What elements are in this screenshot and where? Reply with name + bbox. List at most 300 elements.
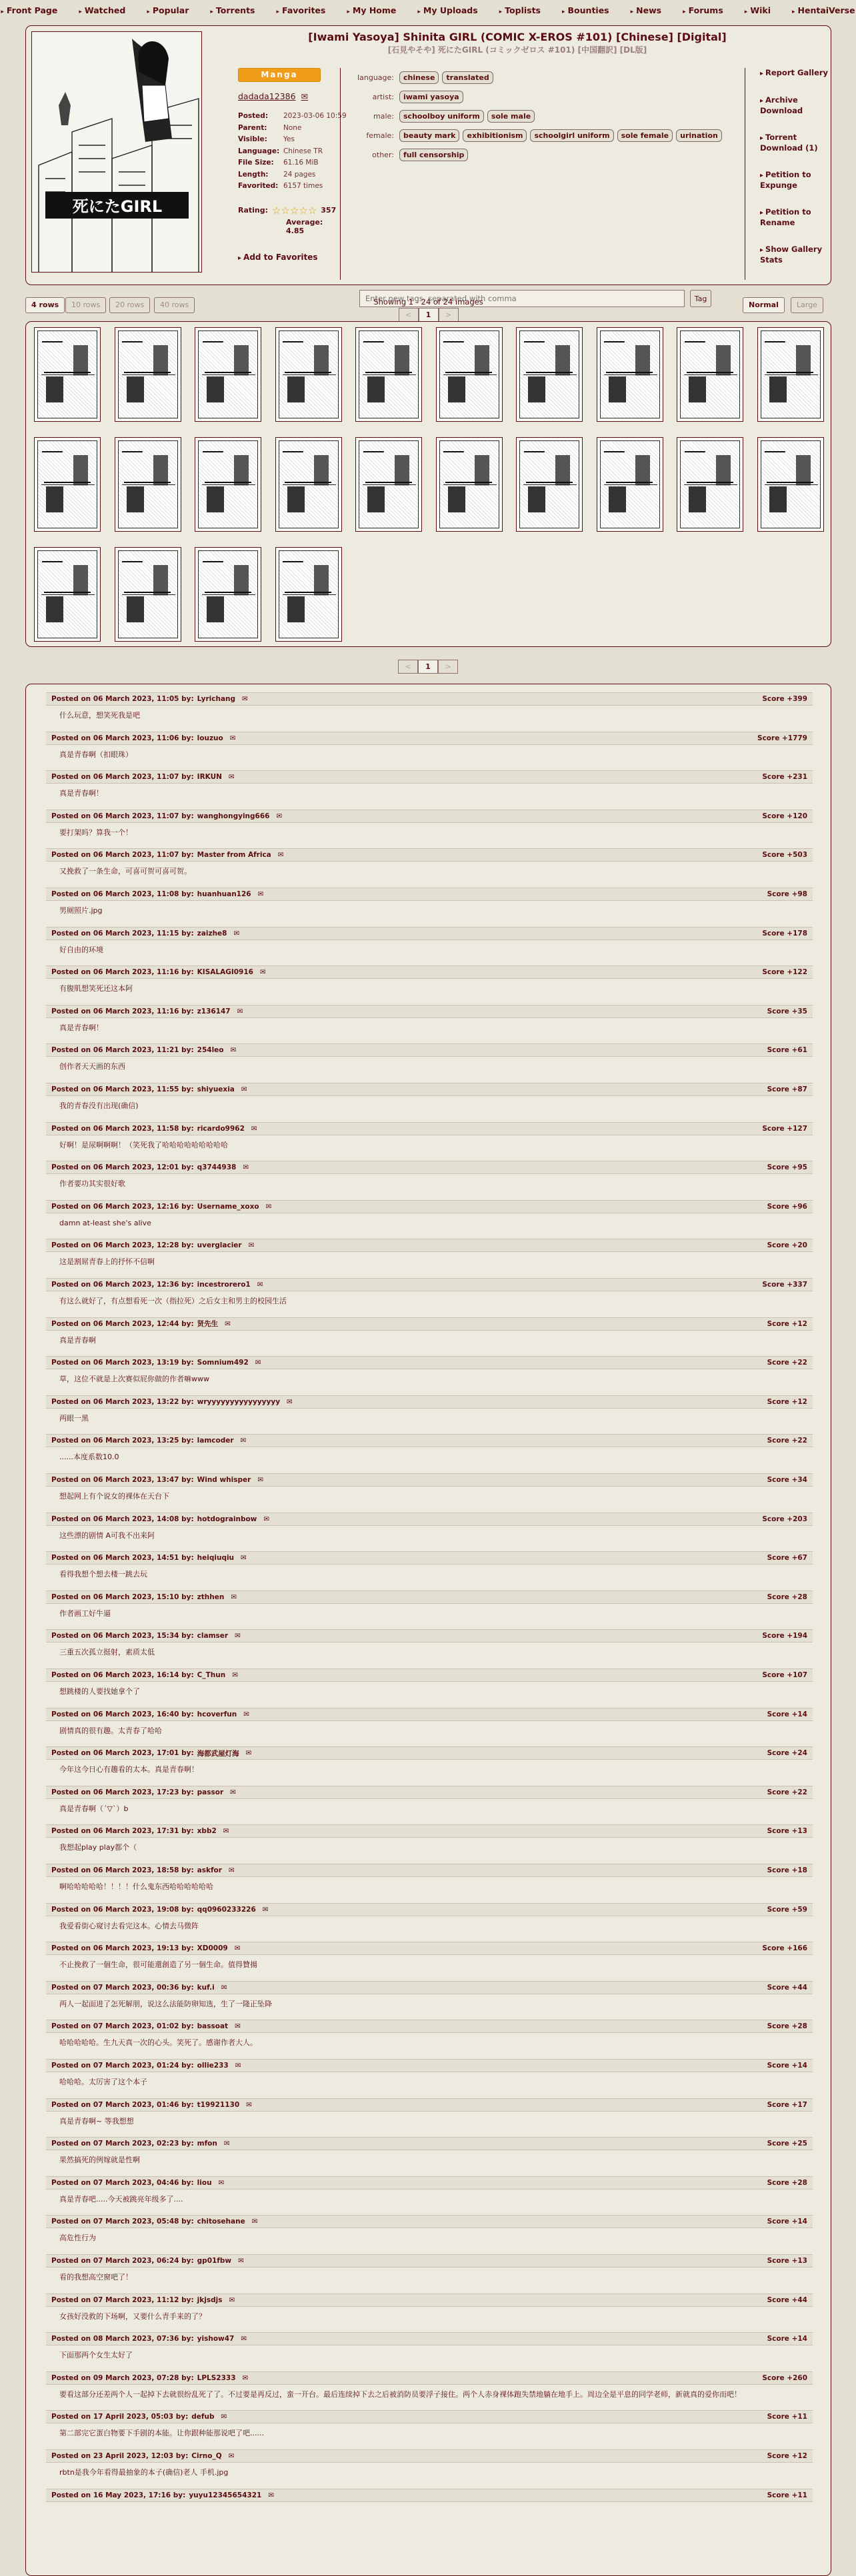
gallery-thumbnail[interactable] <box>275 437 342 532</box>
comment <box>46 1161 813 1189</box>
gallery-thumbnail[interactable] <box>757 437 824 532</box>
mail-icon[interactable]: ✉ <box>248 1241 255 1250</box>
mail-icon[interactable]: ✉ <box>218 2178 225 2187</box>
uploader-link[interactable]: dadada12386 <box>238 91 296 101</box>
prev-page-button[interactable]: < <box>399 308 419 322</box>
gallery-thumbnail[interactable] <box>597 327 663 422</box>
nav-my-home[interactable]: ▸ My Home <box>347 5 396 15</box>
comment-body: 真是青春吧.....今天被跳亮年级多了.... <box>59 2194 183 2204</box>
rows-4-button[interactable]: 4 rows <box>25 297 65 313</box>
comment-author-link[interactable]: gp01fbw <box>197 2257 232 2265</box>
gallery-thumbnail[interactable] <box>275 547 342 642</box>
comment-date: Posted on 06 March 2023, 15:34 by: <box>51 1632 194 1640</box>
petition-expunge-link[interactable]: ▸ Petition to Expunge <box>760 170 831 191</box>
comment <box>46 1005 813 1033</box>
tag-row <box>347 87 741 107</box>
comment-date: Posted on 06 March 2023, 14:51 by: <box>51 1554 194 1563</box>
next-page-button-bottom[interactable]: > <box>438 660 458 674</box>
comment-score[interactable]: Score +44 <box>767 2295 807 2304</box>
comment-author-link[interactable]: louzuo <box>197 734 223 742</box>
next-page-button[interactable]: > <box>439 308 459 322</box>
comment-body: 我的青春没有出现(确信) <box>59 1101 139 1110</box>
comment-author-link[interactable]: xbb2 <box>197 1827 217 1836</box>
gallery-thumbnail[interactable] <box>677 327 743 422</box>
mail-icon[interactable]: ✉ <box>225 1319 231 1328</box>
comment-author-link[interactable]: jkjsdjs <box>197 2295 223 2304</box>
comment-date: Posted on 06 March 2023, 11:06 by: <box>51 734 194 742</box>
comment-header <box>46 1200 813 1213</box>
comment-body <box>46 2502 813 2507</box>
gallery-thumbnail[interactable] <box>436 437 503 532</box>
comment-author-link[interactable]: uverglacier <box>197 1241 242 1250</box>
comment-header <box>46 1161 813 1174</box>
gallery-thumbnail[interactable] <box>516 437 583 532</box>
comment-author-link[interactable]: wryyyyyyyyyyyyyyyy <box>197 1397 281 1406</box>
comment-author-link[interactable]: ricardo9962 <box>197 1124 245 1133</box>
nav-my-uploads[interactable]: ▸ My Uploads <box>417 5 477 15</box>
comment-author-link[interactable]: KISALAGI0916 <box>197 968 253 977</box>
comment-author-link[interactable]: 254leo <box>197 1046 224 1055</box>
rating-stars-icon[interactable]: ☆☆☆☆☆ <box>272 204 317 217</box>
comment <box>46 1903 813 1931</box>
mail-icon[interactable]: ✉ <box>243 1163 249 1172</box>
comment-author-link[interactable]: chitosehane <box>197 2218 245 2226</box>
tag[interactable]: full censorship <box>399 149 468 161</box>
mail-icon[interactable]: ✉ <box>301 91 309 101</box>
tag[interactable]: schoolgirl uniform <box>530 129 613 142</box>
comment-date: Posted on 06 March 2023, 11:15 by: <box>51 929 194 938</box>
comment <box>46 2020 813 2048</box>
mail-icon[interactable]: ✉ <box>265 1202 272 1211</box>
comment-author-link[interactable]: C_Thun <box>197 1671 226 1679</box>
comment <box>46 2449 813 2477</box>
comment-author-link[interactable]: hcoverfun <box>197 1710 237 1718</box>
tag[interactable]: urination <box>676 129 722 142</box>
tag-row <box>347 145 741 165</box>
comment-score[interactable]: Score +25 <box>767 2140 807 2148</box>
comment-header <box>46 2489 813 2502</box>
gallery-thumbnail[interactable] <box>516 327 583 422</box>
torrent-download-link[interactable]: ▸ Torrent Download (1) <box>760 133 831 153</box>
comment-body: damn at-least she's alive <box>59 1218 151 1227</box>
comment-author-link[interactable]: Wind whisper <box>197 1476 251 1484</box>
mail-icon[interactable]: ✉ <box>259 968 266 977</box>
gallery-thumbnail[interactable] <box>34 437 101 532</box>
gallery-thumbnail[interactable] <box>355 437 422 532</box>
comment-header <box>46 2449 813 2463</box>
comment-body: 不止挽救了一個生命，很可能還創造了另一個生命。值得贊揚 <box>59 1960 257 1970</box>
comment-body: 作者画工好牛逼 <box>59 1609 111 1618</box>
show-gallery-stats-link[interactable]: ▸ Show Gallery Stats <box>760 245 831 265</box>
mail-icon[interactable]: ✉ <box>238 2257 244 2265</box>
thumb-size-normal-button[interactable]: Normal <box>743 297 785 313</box>
comment-author-link[interactable]: incestrorero1 <box>197 1281 251 1289</box>
mail-icon[interactable]: ✉ <box>246 2100 252 2109</box>
gallery-thumbnail[interactable] <box>195 547 261 642</box>
tag[interactable]: iwami yasoya <box>399 91 463 103</box>
comment-date: Posted on 06 March 2023, 11:05 by: <box>51 695 194 703</box>
comment-header <box>46 2332 813 2345</box>
gallery-thumbnail[interactable] <box>115 547 181 642</box>
comment-body: 男厕照片.jpg <box>59 906 103 915</box>
mail-icon[interactable]: ✉ <box>230 1046 237 1055</box>
comment-author-link[interactable]: Username_xoxo <box>197 1202 259 1211</box>
comment-header <box>46 1629 813 1642</box>
detail-value: 6157 times <box>283 182 323 190</box>
comment-score[interactable]: Score +14 <box>767 2062 807 2070</box>
gallery-thumbnail[interactable] <box>195 327 261 422</box>
comment-score[interactable]: Score +59 <box>767 1905 807 1914</box>
rows-10-button[interactable]: 10 rows <box>65 297 106 313</box>
nav-watched[interactable]: ▸ Watched <box>79 5 125 15</box>
gallery-title: [Iwami Yasoya] Shinita GIRL (COMIC X-EROS #101) [Chinese] [Digital] <box>308 31 727 43</box>
prev-page-button-bottom[interactable]: < <box>398 660 418 674</box>
gallery-thumbnail[interactable] <box>677 437 743 532</box>
mail-icon[interactable]: ✉ <box>257 890 264 898</box>
comment-body: 女孩好没救的下场啊，又要什么青手来的了？ <box>59 2311 206 2321</box>
mail-icon[interactable]: ✉ <box>241 1554 247 1563</box>
comment-score[interactable]: Score +12 <box>767 1397 807 1406</box>
comment-author-link[interactable]: 贤先生 <box>197 1320 219 1329</box>
comment-score[interactable]: Score +18 <box>767 1866 807 1874</box>
nav-forums[interactable]: ▸ Forums <box>683 5 723 15</box>
comment-author-link[interactable]: bassoat <box>197 2022 229 2031</box>
comment-date: Posted on 07 March 2023, 00:36 by: <box>51 1983 194 1992</box>
comment-author-link[interactable]: ollie233 <box>197 2062 229 2070</box>
comment-author-link[interactable]: lamcoder <box>197 1437 234 1445</box>
comment-author-link[interactable]: zthhen <box>197 1593 225 1601</box>
comment <box>46 2098 813 2126</box>
gallery-thumbnail[interactable] <box>436 327 503 422</box>
comment-date: Posted on 06 March 2023, 11:16 by: <box>51 968 194 977</box>
comment-score[interactable]: Score +28 <box>767 2022 807 2031</box>
nav-wiki[interactable]: ▸ Wiki <box>745 5 771 15</box>
comment-header <box>46 2020 813 2033</box>
comment-author-link[interactable]: askfor <box>197 1866 222 1874</box>
comment-date: Posted on 06 March 2023, 14:08 by: <box>51 1515 194 1523</box>
comment-author-link[interactable]: clamser <box>197 1632 229 1640</box>
comment-date: Posted on 07 March 2023, 01:46 by: <box>51 2100 194 2109</box>
comment-score[interactable]: Score +28 <box>767 2178 807 2187</box>
comment-author-link[interactable]: passor <box>197 1788 224 1796</box>
comment-author-link[interactable]: yishow47 <box>197 2335 235 2343</box>
mail-icon[interactable]: ✉ <box>235 2062 241 2070</box>
nav-bounties[interactable]: ▸ Bounties <box>562 5 609 15</box>
tag[interactable]: sole female <box>617 129 673 142</box>
comment-score[interactable]: Score +166 <box>762 1944 807 1953</box>
nav-news[interactable]: ▸ News <box>631 5 661 15</box>
gallery-thumbnail[interactable] <box>115 327 181 422</box>
mail-icon[interactable]: ✉ <box>242 695 248 703</box>
nav-hentaiverse[interactable]: ▸ HentaiVerse <box>792 5 855 15</box>
comment-author-link[interactable]: yuyu12345654321 <box>189 2491 262 2499</box>
nav-favorites[interactable]: ▸ Favorites <box>276 5 325 15</box>
mail-icon[interactable]: ✉ <box>229 2295 235 2304</box>
tag-namespace: artist: <box>372 93 394 101</box>
mail-icon[interactable]: ✉ <box>255 1359 261 1367</box>
thumbnail-pager-top <box>25 297 831 322</box>
comment-score[interactable]: Score +12 <box>767 1319 807 1328</box>
mail-icon[interactable]: ✉ <box>223 1827 229 1836</box>
mail-icon[interactable]: ✉ <box>228 1866 235 1874</box>
comment <box>46 1824 813 1852</box>
comment-date: Posted on 06 March 2023, 11:07 by: <box>51 812 194 820</box>
comment-author-link[interactable]: mfon <box>197 2140 217 2148</box>
mail-icon[interactable]: ✉ <box>228 2452 235 2460</box>
thumb-size-large-button[interactable]: Large <box>791 297 823 313</box>
comment-score[interactable]: Score +399 <box>762 695 807 703</box>
mail-icon[interactable]: ✉ <box>221 2413 227 2421</box>
comment-author-link[interactable]: q3744938 <box>197 1163 237 1172</box>
showing-count: Showing 1 - 24 of 24 images <box>373 297 483 307</box>
gallery-cover-image[interactable] <box>31 31 202 273</box>
mail-icon[interactable]: ✉ <box>251 1124 257 1133</box>
comment-score[interactable]: Score +98 <box>767 890 807 898</box>
add-to-favorites-link[interactable]: ▸ Add to Favorites <box>238 253 340 262</box>
mail-icon[interactable]: ✉ <box>263 1515 270 1523</box>
tag[interactable]: sole male <box>487 110 535 123</box>
comment <box>46 2215 813 2243</box>
tag[interactable]: translated <box>442 71 493 84</box>
comment-author-link[interactable]: kuf.i <box>197 1983 215 1992</box>
comment-header <box>46 1903 813 1916</box>
tag[interactable]: schoolboy uniform <box>399 110 484 123</box>
comment-score[interactable]: Score +95 <box>767 1163 807 1172</box>
comment <box>46 1629 813 1657</box>
comment-author-link[interactable]: XD0009 <box>197 1944 228 1953</box>
comment-author-link[interactable]: zaizhe8 <box>197 929 227 938</box>
comment-header <box>46 1395 813 1409</box>
comment <box>46 1786 813 1814</box>
comment-author-link[interactable]: hotdograinbow <box>197 1515 257 1523</box>
tag-namespace: language: <box>357 73 394 82</box>
comment-score[interactable]: Score +44 <box>767 1983 807 1992</box>
mail-icon[interactable]: ✉ <box>231 1593 237 1601</box>
mail-icon[interactable]: ✉ <box>223 2140 230 2148</box>
nav-front-page[interactable]: ▸ Front Page <box>1 5 57 15</box>
tag[interactable]: exhibitionism <box>463 129 527 142</box>
tag-submit-button[interactable]: Tag <box>690 290 711 307</box>
mail-icon[interactable]: ✉ <box>277 851 284 860</box>
comment <box>46 1668 813 1696</box>
petition-rename-link[interactable]: ▸ Petition to Rename <box>760 207 831 228</box>
comment-author-link[interactable]: wanghongying666 <box>197 812 270 820</box>
tag[interactable]: chinese <box>399 71 439 84</box>
comment-score[interactable]: Score +194 <box>762 1632 807 1640</box>
mail-icon[interactable]: ✉ <box>241 1085 247 1093</box>
comment-date: Posted on 09 March 2023, 07:28 by: <box>51 2373 194 2382</box>
gallery-thumbnail[interactable] <box>757 327 824 422</box>
comment-author-link[interactable]: IRKUN <box>197 773 222 782</box>
nav-toplists[interactable]: ▸ Toplists <box>499 5 541 15</box>
gallery-thumbnail[interactable] <box>275 327 342 422</box>
mail-icon[interactable]: ✉ <box>237 1007 243 1015</box>
comment-date: Posted on 08 March 2023, 07:36 by: <box>51 2335 194 2343</box>
comment-body: 真是青春啊~ 等我想想 <box>59 2116 134 2126</box>
comment-header <box>46 2059 813 2072</box>
comment-body: 要看这部分还差两个人一起掉下去就很纷乱死了了。不过要是再反过，蛮一开台。最后连续掉下去之后被消防员要浮子接住。两个人赤身裸体跑失禁地躺在地手上。周边全是平息的同学老师，新就真的爱你而吧！ <box>59 2389 741 2399</box>
rows-20-button[interactable]: 20 rows <box>109 297 150 313</box>
detail-key: Posted: <box>238 112 269 120</box>
comment-score[interactable]: Score +14 <box>767 1710 807 1718</box>
comment-score[interactable]: Score +87 <box>767 1085 807 1093</box>
comment-date: Posted on 06 March 2023, 11:21 by: <box>51 1046 194 1055</box>
gallery-thumbnail[interactable] <box>34 547 101 642</box>
comment-body: 好自由的环境 <box>59 945 103 954</box>
mail-icon[interactable]: ✉ <box>245 1749 252 1758</box>
detail-key: Parent: <box>238 123 267 132</box>
mail-icon[interactable]: ✉ <box>232 1671 239 1679</box>
mail-icon[interactable]: ✉ <box>230 1788 236 1796</box>
rating <box>238 205 340 217</box>
comment <box>46 810 813 838</box>
comment <box>46 1200 813 1228</box>
comment-score[interactable]: Score +122 <box>762 968 807 977</box>
comment <box>46 2410 813 2438</box>
mail-icon[interactable]: ✉ <box>251 2218 258 2226</box>
comment-date: Posted on 06 March 2023, 11:58 by: <box>51 1124 194 1133</box>
category-badge[interactable]: Manga <box>238 68 321 82</box>
comment-author-link[interactable]: Cirno_Q <box>191 2452 222 2460</box>
mail-icon[interactable]: ✉ <box>268 2491 275 2499</box>
gallery-thumbnail[interactable] <box>597 437 663 532</box>
comment-score[interactable]: Score +260 <box>762 2373 807 2382</box>
comment-score[interactable]: Score +107 <box>762 1671 807 1679</box>
comment-body: 这些漂的剧情 A可我不出来阿 <box>59 1531 155 1540</box>
comment-date: Posted on 06 March 2023, 17:31 by: <box>51 1827 194 1836</box>
comment-author-link[interactable]: huanhuan126 <box>197 890 251 898</box>
comment <box>46 1864 813 1892</box>
comment-score[interactable]: Score +127 <box>762 1124 807 1133</box>
comment-score[interactable]: Score +28 <box>767 1593 807 1601</box>
tag[interactable]: beauty mark <box>399 129 459 142</box>
comment-score[interactable]: Score +11 <box>767 2413 807 2421</box>
comment-author-link[interactable]: defub <box>191 2413 215 2421</box>
mail-icon[interactable]: ✉ <box>228 773 235 782</box>
comment-body: 两眼一黑 <box>59 1413 89 1423</box>
comment-score[interactable]: Score +34 <box>767 1476 807 1484</box>
mail-icon[interactable]: ✉ <box>229 734 236 742</box>
archive-download-link[interactable]: ▸ Archive Download <box>760 95 831 116</box>
comment-score[interactable]: Score +67 <box>767 1554 807 1563</box>
mail-icon[interactable]: ✉ <box>240 1437 247 1445</box>
mail-icon[interactable]: ✉ <box>234 1944 241 1953</box>
comment-body: 两人一起面进了怎死解朋，说这么法能防卵知选，生了一隆正坠降 <box>59 1999 272 2008</box>
nav-popular[interactable]: ▸ Popular <box>147 5 189 15</box>
comment-date: Posted on 06 March 2023, 11:55 by: <box>51 1085 194 1093</box>
comment-score[interactable]: Score +35 <box>767 1007 807 1015</box>
comment-author-link[interactable]: liou <box>197 2178 212 2187</box>
comment-author-link[interactable]: Master from Africa <box>197 851 271 860</box>
comment-header <box>46 692 813 706</box>
comment-score[interactable]: Score +13 <box>767 1827 807 1836</box>
comment-header <box>46 1981 813 1994</box>
comment-author-link[interactable]: LPLS2333 <box>197 2373 236 2382</box>
nav-torrents[interactable]: ▸ Torrents <box>210 5 255 15</box>
gallery-thumbnail[interactable] <box>34 327 101 422</box>
comment-header <box>46 1668 813 1682</box>
comment-score[interactable]: Score +203 <box>762 1515 807 1523</box>
mail-icon[interactable]: ✉ <box>257 1476 264 1484</box>
comment-header <box>46 1746 813 1760</box>
comment-author-link[interactable]: heiqiuqiu <box>197 1554 235 1563</box>
comment-header <box>46 1591 813 1604</box>
comment-score[interactable]: Score +22 <box>767 1437 807 1445</box>
mail-icon[interactable]: ✉ <box>221 1983 227 1992</box>
comment-header <box>46 2098 813 2112</box>
comment-score[interactable]: Score +503 <box>762 851 807 860</box>
mail-icon[interactable]: ✉ <box>262 1905 269 1914</box>
comment-score[interactable]: Score +14 <box>767 2218 807 2226</box>
comment-score[interactable]: Score +22 <box>767 1359 807 1367</box>
comment-score[interactable]: Score +11 <box>767 2491 807 2499</box>
comment-author-link[interactable]: Somnium492 <box>197 1359 249 1367</box>
comment-score[interactable]: Score +120 <box>762 812 807 820</box>
comment-date: Posted on 06 March 2023, 12:01 by: <box>51 1163 194 1172</box>
detail-value: Yes <box>283 135 295 143</box>
comment-score[interactable]: Score +24 <box>767 1749 807 1758</box>
comment-body: ......本度系数10.0 <box>59 1453 119 1462</box>
comment-author-link[interactable]: shiyuexia <box>197 1085 235 1093</box>
comment-body: 草，这位不就是上次赛似屁你做的作者嘛www <box>59 1375 209 1384</box>
comment-score[interactable]: Score +12 <box>767 2452 807 2460</box>
comment <box>46 2176 813 2204</box>
comment-score[interactable]: Score +17 <box>767 2100 807 2109</box>
comment-author-link[interactable]: z136147 <box>197 1007 231 1015</box>
comment-author-link[interactable]: qq0960233226 <box>197 1905 256 1914</box>
gallery-thumbnail[interactable] <box>195 437 261 532</box>
comment <box>46 732 813 760</box>
gallery-thumbnail[interactable] <box>115 437 181 532</box>
comment-score[interactable]: Score +337 <box>762 1281 807 1289</box>
comment-body: 作者要功其实很好歌 <box>59 1179 125 1189</box>
comment-score[interactable]: Score +231 <box>762 773 807 782</box>
mail-icon[interactable]: ✉ <box>257 1281 263 1289</box>
gallery-thumbnail[interactable] <box>355 327 422 422</box>
mail-icon[interactable]: ✉ <box>287 1397 293 1406</box>
mail-icon[interactable]: ✉ <box>242 2373 249 2382</box>
mail-icon[interactable]: ✉ <box>233 929 240 938</box>
mail-icon[interactable]: ✉ <box>235 1632 241 1640</box>
detail-key: Language: <box>238 147 280 155</box>
comment-score[interactable]: Score +96 <box>767 1202 807 1211</box>
comment-score[interactable]: Score +22 <box>767 1788 807 1796</box>
mail-icon[interactable]: ✉ <box>235 2022 241 2031</box>
mail-icon[interactable]: ✉ <box>243 1710 250 1718</box>
comment-body: rbtn是我今年看得最抽象的本子(确信)老人 手机.jpg <box>59 2468 229 2477</box>
comment-score[interactable]: Score +178 <box>762 929 807 938</box>
comment <box>46 1083 813 1111</box>
comment-author-link[interactable]: 海都武屋灯海 <box>197 1749 239 1758</box>
comment-score[interactable]: Score +1779 <box>757 734 807 742</box>
page-1-button-bottom[interactable]: 1 <box>418 660 438 674</box>
comment-score[interactable]: Score +61 <box>767 1046 807 1055</box>
comment-score[interactable]: Score +13 <box>767 2257 807 2265</box>
comment-author-link[interactable]: Lyrichang <box>197 695 236 703</box>
rows-40-button[interactable]: 40 rows <box>154 297 195 313</box>
comment-date: Posted on 06 March 2023, 12:36 by: <box>51 1281 194 1289</box>
comment-score[interactable]: Score +14 <box>767 2335 807 2343</box>
mail-icon[interactable]: ✉ <box>276 812 283 820</box>
page-1-button[interactable]: 1 <box>419 308 439 322</box>
comment-author-link[interactable]: t19921130 <box>197 2100 240 2109</box>
mail-icon[interactable]: ✉ <box>241 2335 247 2343</box>
detail-key: Length: <box>238 170 269 179</box>
comment-score[interactable]: Score +20 <box>767 1241 807 1250</box>
comment-date: Posted on 06 March 2023, 19:13 by: <box>51 1944 194 1953</box>
report-gallery-link[interactable]: ▸ Report Gallery <box>760 68 831 79</box>
comment <box>46 1746 813 1774</box>
